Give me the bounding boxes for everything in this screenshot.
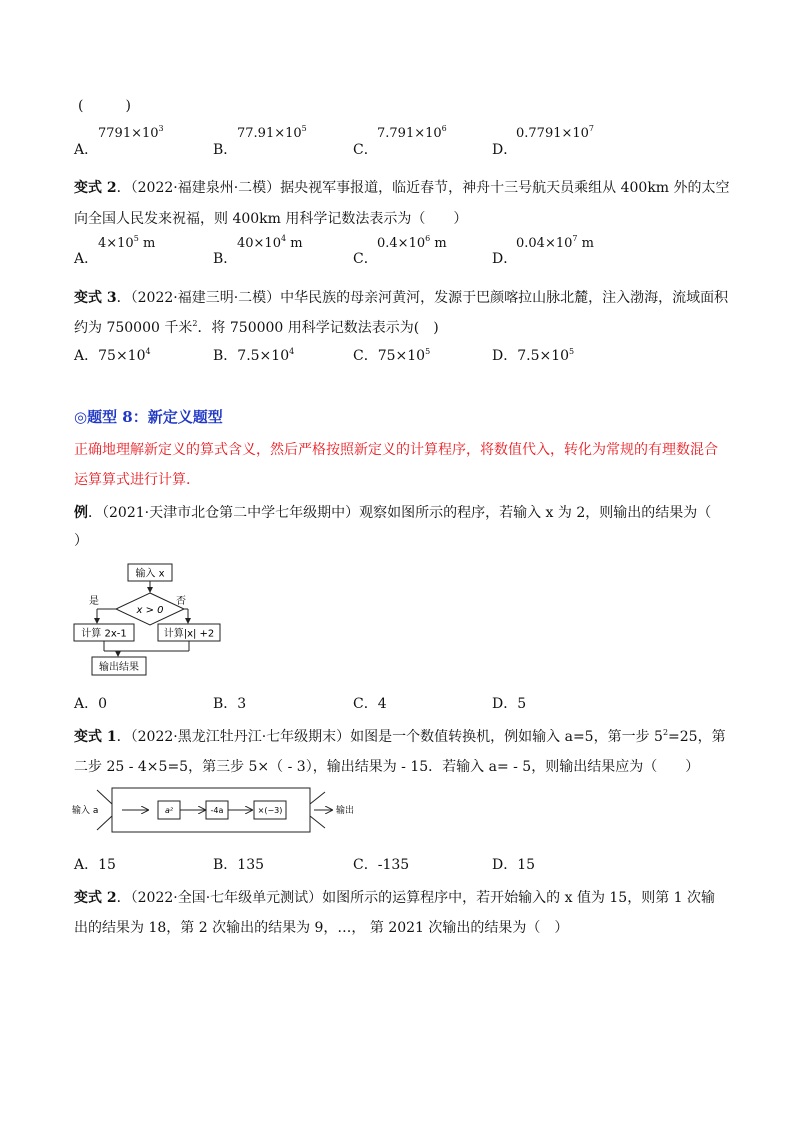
option-b-value: $77.91\times 10^5$	[237, 124, 307, 141]
option-a: A．15	[74, 857, 116, 873]
variant2-line2: 向全国人民发来祝福，则 400km 用科学记数法表示为（ ）	[74, 211, 468, 227]
option-d: D．15	[492, 857, 536, 873]
variant2-line1: 变式 2．（2022·福建泉州·二模）据央视军事报道，临近春节，神舟十三号航天员乘组从 400km 外的太空	[74, 180, 730, 196]
flow-no-label: 否	[176, 596, 186, 607]
variant1b-line2: 二步 25 - 4×5=5，第三步 5×（ - 3），输出结果为 - 15．若输入 a= - 5，则输出结果应为（ ）	[74, 759, 700, 775]
option-d: D．$7.5\times 10^5$	[492, 347, 575, 364]
option-a: A．$75\times 10^4$	[74, 347, 151, 364]
section-desc-line2: 运算算式进行计算.	[74, 472, 191, 488]
option-c: C．4	[353, 696, 387, 712]
machine-step2-label: -4a	[210, 806, 224, 815]
option-c-value: $7.791\times 10^6$	[377, 124, 447, 141]
option-b-value: $40\times 10^4$ m	[237, 234, 303, 251]
conversion-machine-diagram	[70, 782, 370, 838]
option-c-letter: C．	[353, 251, 378, 267]
flow-input-label: 输入 x	[135, 568, 165, 580]
flow-left-label: 计算 2x-1	[81, 628, 127, 640]
variant2b-line2: 出的结果为 18，第 2 次输出的结果为 9，…， 第 2021 次输出的结果为（ ）	[74, 920, 569, 936]
option-d-value: $0.7791\times 10^7$	[516, 124, 595, 141]
option-d: D．5	[492, 696, 527, 712]
option-d-value: $0.04\times 10^7$ m	[516, 234, 594, 251]
option-c: C．$75\times 10^5$	[353, 347, 431, 364]
funnel-line	[310, 816, 325, 828]
example-line1: 例．（2021·天津市北仓第二中学七年级期中）观察如图所示的程序，若输入 x 为 2，则输出的结果为（	[74, 505, 712, 521]
flow-right-label: 计算|x| +2	[163, 628, 215, 640]
variant2b-line1: 变式 2．（2022·全国·七年级单元测试）如图所示的运算程序中，若开始输入的 x 值为 15，则第 1 次输	[74, 890, 716, 906]
flowchart-diagram	[70, 555, 300, 685]
option-d-letter: D．	[492, 251, 518, 267]
flow-output-label: 输出结果	[99, 662, 139, 673]
variant3-line1: 变式 3．（2022·福建三明·二模）中华民族的母亲河黄河，发源于巴颜喀拉山脉北麓，注入渤海，流域面积	[74, 290, 729, 306]
option-a-value: $7791\times 10^3$	[98, 124, 164, 141]
machine-input-label: 输入 a	[72, 806, 99, 816]
option-b: B．3	[213, 696, 247, 712]
option-b: B．135	[213, 857, 265, 873]
option-d-letter: D．	[492, 142, 518, 158]
machine-step1-label: a²	[164, 806, 174, 815]
machine-output-label: 输出	[336, 806, 355, 816]
option-b-letter: B．	[213, 251, 238, 267]
option-a: A．0	[74, 696, 108, 712]
funnel-line	[310, 792, 325, 804]
option-b: B．$7.5\times 10^4$	[213, 347, 295, 364]
funnel-line	[97, 790, 112, 804]
option-c: C．-135	[353, 857, 410, 873]
option-c-letter: C．	[353, 142, 378, 158]
option-c-value: $0.4\times 10^6$ m	[377, 234, 447, 251]
variant3-line2: 约为 750000 千米$^2$．将 750000 用科学记数法表示为( )	[74, 319, 439, 336]
option-a-letter: A．	[74, 251, 99, 267]
option-a-value: $4\times 10^5$ m	[98, 234, 156, 251]
flow-yes-label: 是	[89, 596, 99, 607]
flow-condition: x > 0	[136, 605, 164, 616]
example-line2: ）	[74, 533, 88, 549]
section-desc-line1: 正确地理解新定义的算式含义，然后严格按照新定义的计算程序，将数值代入，转化为常规的有理数混合	[74, 442, 718, 458]
section-title: ◎题型 8：新定义题型	[74, 408, 223, 426]
machine-step3-label: ×(−3)	[257, 806, 283, 815]
answer-paren: ( )	[78, 98, 131, 114]
funnel-line	[97, 816, 112, 830]
option-a-letter: A．	[74, 142, 99, 158]
variant1b-line1: 变式 1．（2022·黑龙江牡丹江·七年级期末）如图是一个数值转换机，例如输入 a=5，第一步 $5^2=25$，第	[74, 728, 726, 745]
option-b-letter: B．	[213, 142, 238, 158]
